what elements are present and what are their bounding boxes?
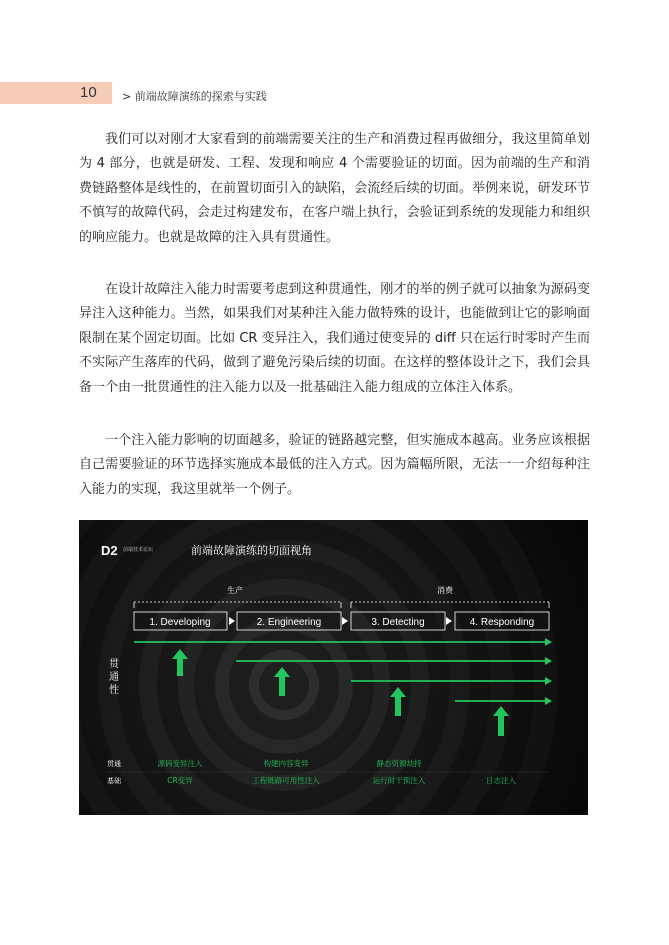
paragraph-2: 在设计故障注入能力时需要考虑到这种贯通性，刚才的举的例子就可以抽象为源码变异注入这种能力。当然，如果我们对某种注入能力做特殊的设计，也能做到让它的影响面限制在某个固定切面。比如 CR 变异注入，我们通过使变异的 diff 只在运行时零时产生而不实际产生落库的代码，做到了避免污染后续的切面。在这样的整体设计之下，我们会具备一个由一批贯通性的注入能力以及一批基础注入能力组成的立体注入体系。 (79, 282, 590, 395)
logo-mark: D2 (101, 543, 118, 558)
stage-engineering-label: 2. Engineering (256, 617, 322, 628)
row-penetrating-label: 贯通 (107, 760, 121, 768)
row-penetrating-item-3: 静态资源劫持 (376, 759, 422, 768)
vertical-label-penetration (109, 658, 120, 696)
fault-injection-figure (79, 520, 588, 815)
logo-caption: 前端技术论坛 (123, 547, 154, 553)
figure-title: 前端故障演练的切面视角 (191, 544, 312, 557)
row-basic-item-2: 工程链路可用性注入 (252, 776, 320, 785)
paragraph-1: 我们可以对刚才大家看到的前端需要关注的生产和消费过程再做细分，我这里简单划为 4 部分，也就是研发、工程、发现和响应 4 个需要验证的切面。因为前端的生产和消费链路整体是线性的，在前置切面引入的缺陷，会流经后续的切面。举例来说，研发环节不慎写的故障代码，会走过构建发布，在客户端上执行，会验证到系统的发现能力和组织的响应能力。也就是故障的注入具有贯通性。 (79, 132, 590, 245)
paragraph-3: 一个注入能力影响的切面越多，验证的链路越完整，但实施成本越高。业务应该根据自己需要验证的环节选择实施成本最低的注入方式。因为篇幅所限，无法一一介绍每种注入能力的实现，我这里就举一个例子。 (79, 433, 590, 497)
row-penetrating-item-1: 源码变异注入 (157, 759, 203, 768)
stage-detecting-label: 3. Detecting (371, 617, 425, 628)
row-basic-item-4: 日志注入 (486, 776, 516, 785)
stage-responding-label: 4. Responding (469, 617, 535, 628)
group-label-production: 生产 (227, 586, 243, 595)
vertical-label-char-3: 性 (109, 685, 119, 696)
stage-developing-label: 1. Developing (149, 617, 211, 628)
group-label-consumption: 消费 (437, 586, 453, 595)
row-penetrating-item-2: 构建内容变异 (263, 759, 309, 768)
vertical-label-char-2: 通 (109, 672, 119, 683)
row-basic-item-3: 运行时干预注入 (372, 776, 426, 785)
chapter-title: > 前端故障演练的探索与实践 (122, 90, 267, 103)
row-basic-label: 基础 (107, 777, 121, 785)
page-number: 10 (80, 84, 97, 101)
vertical-label-char-1: 贯 (109, 659, 119, 670)
row-basic-item-1: CR变异 (167, 776, 193, 785)
